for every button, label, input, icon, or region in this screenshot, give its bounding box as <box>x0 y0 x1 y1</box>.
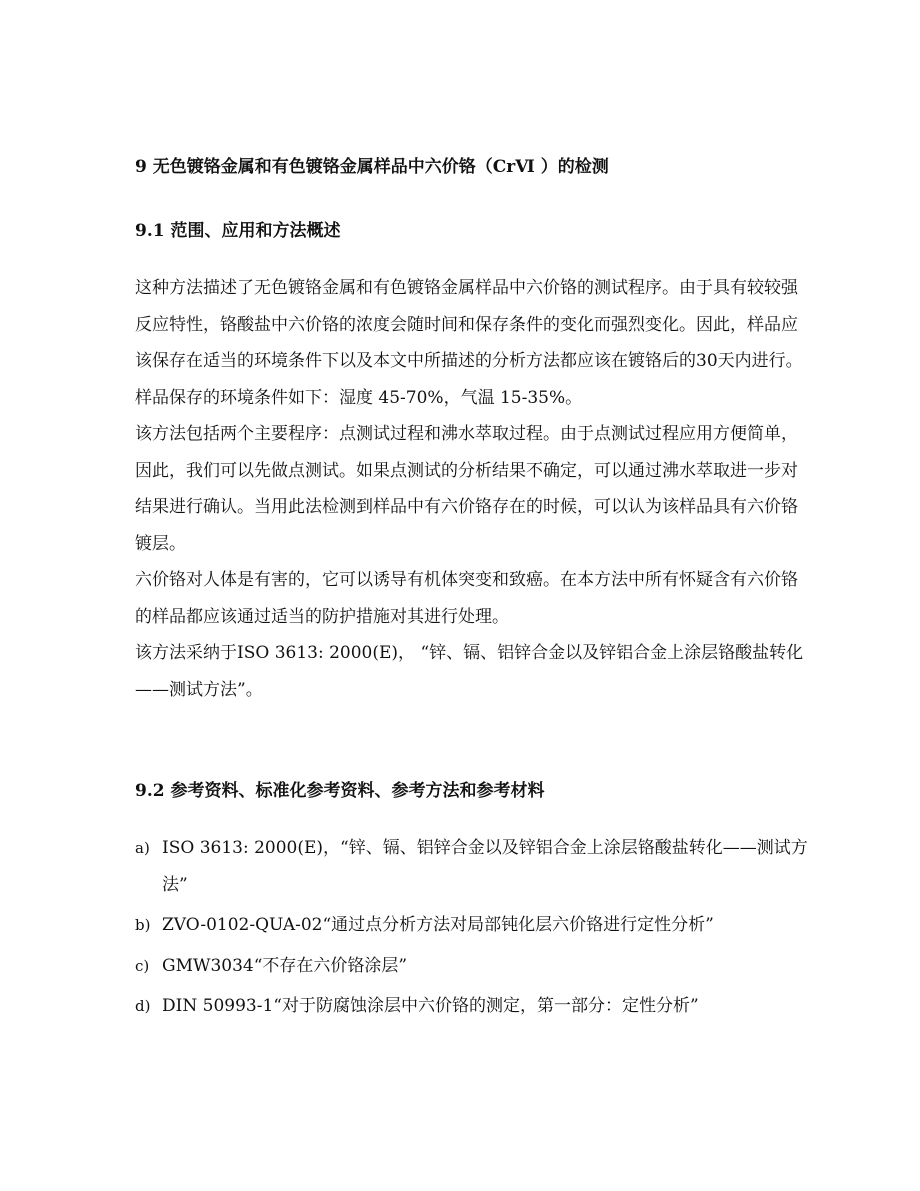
reference-marker: c) <box>135 956 150 975</box>
reference-text: ISO 3613: 2000(E)，“锌、镉、铝锌合金以及锌铝合金上涂层铬酸盐转化——测试方法” <box>162 838 808 895</box>
reference-text: GMW3034“不存在六价铬涂层” <box>162 955 408 976</box>
scope-body <box>135 270 805 708</box>
scope-paragraph: 该方法采纳于ISO 3613: 2000(E)， “锌、镉、铝锌合金以及锌铝合金上涂层铬酸盐转化——测试方法”。 <box>135 643 804 700</box>
scope-heading: 9.1 范围、应用和方法概述 <box>135 221 341 241</box>
reference-item <box>135 830 815 903</box>
reference-item <box>135 907 815 944</box>
scope-paragraph: 这种方法描述了无色镀铬金属和有色镀铬金属样品中六价铬的测试程序。由于具有较较强反应特性，铬酸盐中六价铬的浓度会随时间和保存条件的变化而强烈变化。因此，样品应该保存在适当的环境条件下以及本文中所描述的分析方法都应该在镀铬后的30天内进行。样品保存的环境条件如下：湿度 45-70%，气温 15-35%。 <box>135 278 803 408</box>
reference-item <box>135 988 815 1025</box>
scope-paragraph: 六价铬对人体是有害的，它可以诱导有机体突变和致癌。在本方法中所有怀疑含有六价铬的样品都应该通过适当的防护措施对其进行处理。 <box>135 570 798 627</box>
reference-text: ZVO-0102-QUA-02“通过点分析方法对局部钝化层六价铬进行定性分析” <box>162 915 714 935</box>
reference-item <box>135 948 815 985</box>
references-heading: 9.2 参考资料、标准化参考资料、参考方法和参考材料 <box>135 781 545 801</box>
reference-marker: a) <box>135 839 150 857</box>
scope-paragraph: 该方法包括两个主要程序：点测试过程和沸水萃取过程。由于点测试过程应用方便简单，因此，我们可以先做点测试。如果点测试的分析结果不确定，可以通过沸水萃取进一步对结果进行确认。当用此法检测到样品中有六价铬存在的时候，可以认为该样品具有六价铬镀层。 <box>135 424 798 554</box>
references-list <box>135 830 815 1029</box>
reference-marker: b) <box>135 916 151 934</box>
reference-marker: d) <box>135 997 151 1015</box>
section-title: 9 无色镀铬金属和有色镀铬金属样品中六价铬（CrⅥ ）的检测 <box>135 157 609 177</box>
reference-text: DIN 50993-1“对于防腐蚀涂层中六价铬的测定，第一部分：定性分析” <box>162 996 699 1016</box>
